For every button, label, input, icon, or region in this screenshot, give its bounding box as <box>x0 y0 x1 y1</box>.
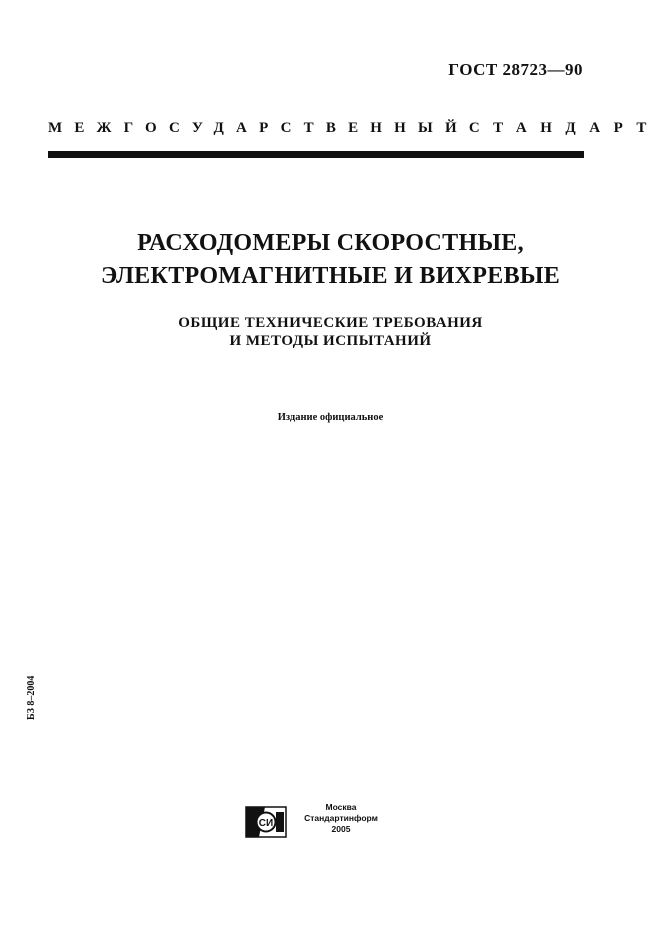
document-subtitle <box>0 314 661 350</box>
subtitle-line-2: И МЕТОДЫ ИСПЫТАНИЙ <box>229 333 432 349</box>
header-word-interstate: МЕЖГОСУДАРСТВЕННЫЙ <box>48 120 469 136</box>
logo-letters: СИ <box>258 818 274 829</box>
publisher-year: 2005 <box>331 824 351 834</box>
subtitle-line-1: ОБЩИЕ ТЕХНИЧЕСКИЕ ТРЕБОВАНИЯ <box>178 315 483 331</box>
publisher-info <box>296 802 386 835</box>
document-title <box>0 227 661 293</box>
side-code: БЗ 8–2004 <box>26 675 37 720</box>
publisher-city: Москва <box>325 802 357 812</box>
gost-number: ГОСТ 28723—90 <box>448 60 583 79</box>
publisher-name: Стандартинформ <box>304 813 378 823</box>
standartinform-logo-icon <box>245 806 287 838</box>
standard-type-header <box>48 120 660 137</box>
header-rule <box>48 151 584 158</box>
title-line-2: ЭЛЕКТРОМАГНИТНЫЕ И ВИХРЕВЫЕ <box>100 263 561 289</box>
title-line-1: РАСХОДОМЕРЫ СКОРОСТНЫЕ, <box>137 230 524 256</box>
edition-label: Издание официальное <box>277 412 384 423</box>
header-word-standard: СТАНДАРТ <box>468 120 660 136</box>
